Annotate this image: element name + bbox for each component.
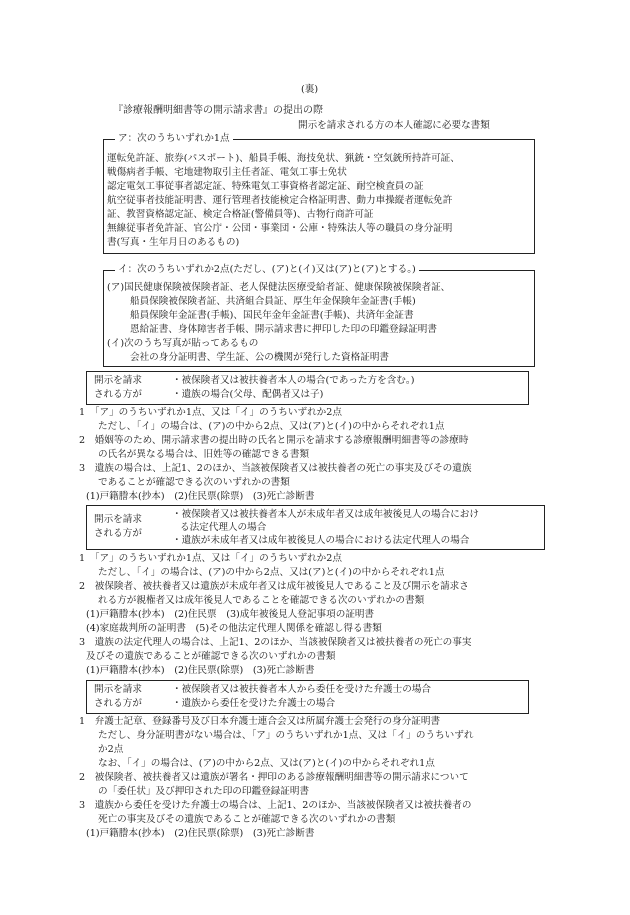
requester-case: ・遺族の場合(父母、配偶者又は子) [172,389,324,400]
requester-case: ・被保険者又は被扶養者本人が未成年者又は成年被後見人の場合におけ [172,509,479,520]
requester-case: ・被保険者又は被扶養者本人の場合(であった方を含む。) [172,375,415,386]
requirement-note: 及びその遺族であることが確認できる次のいずれかの書類 [86,651,336,662]
requirement-note: 1 弁護士記章、登録番号及び日本弁護士連合会又は所属弁護士会発行の身分証明書 [79,716,441,727]
requester-case: ・被保険者又は被扶養者本人から委任を受けた弁護士の場合 [172,684,432,695]
requirement-note: (1)戸籍謄本(抄本) (2)住民票 (3)成年被後見人登記事項の証明書 [86,609,375,620]
requirement-note: (1)戸籍謄本(抄本) (2)住民票(除票) (3)死亡診断書 [86,491,315,502]
requirement-note: 3 遺族の場合は、上記1、2のほか、当該被保険者又は被扶養者の死亡の事実及びその遺族 [79,463,472,474]
document-list-i-line: 会社の身分証明書、学生証、公の機関が発行した資格証明書 [130,352,390,363]
requester-label: される方が [94,698,142,709]
requirement-note: の氏名が異なる場合は、旧姓等の確認できる書類 [98,449,310,460]
document-list-a-line: 証、教習資格認定証、検定合格証(警備員等)、古物行商許可証 [107,209,374,220]
page-title: 『診療報酬明細書等の開示請求書』の提出の際 [113,105,323,116]
requirement-note: か2点 [98,744,124,755]
document-list-i-line: 船員保険被保険者証、共済組合員証、厚生年金保険年金証書(手帳) [130,296,416,307]
requirement-note: なお、「イ」の場合は、(ア)の中から2点、又は(ア)と(イ)の中からそれぞれ1点 [98,758,435,769]
document-list-a-line: 運転免許証、旅券(パスポート)、船員手帳、海技免状、猟銃・空気銃所持許可証、 [107,153,460,164]
requirement-note: 死亡の事実及びその遺族であることが確認できる次のいずれかの書類 [98,814,396,825]
requirement-note: の「委任状」及び押印された印の印鑑登録証明書 [98,786,310,797]
requirement-note: 2 被保険者、被扶養者又は遺族が未成年者又は成年被後見人であること及び開示を請求さ [79,581,469,592]
requirement-note: れる方が親権者又は成年後見人であることを確認できる次のいずれかの書類 [98,595,425,606]
page-side-label: (裏) [301,84,319,95]
requester-label: される方が [94,528,142,539]
requirement-note: (4)家庭裁判所の証明書 (5)その他法定代理人関係を確認し得る書類 [86,623,382,634]
requirement-note: 2 婚姻等のため、開示請求書の提出時の氏名と開示を請求する診療報酬明細書等の診療時 [79,435,469,446]
requirement-note: ただし、「イ」の場合は、(ア)の中から2点、又は(ア)と(イ)の中からそれぞれ1点 [98,421,445,432]
document-list-i-line: 恩給証書、身体障害者手帳、開示請求書に押印した印の印鑑登録証明書 [130,324,437,335]
requirement-note: であることが確認できる次のいずれかの書類 [98,477,290,488]
document-list-a-line: 書(写真・生年月日のあるもの) [107,237,240,248]
document-list-i-line: 船員保険年金証書(手帳)、国民年金年金証書(手帳)、共済年金証書 [130,310,414,321]
document-list-i-line: (ア)国民健康保険被保険者証、老人保健法医療受給者証、健康保険被保険者証、 [107,282,451,293]
document-list-a-line: 航空従事者技能証明書、運行管理者技能検定合格証明書、動力車操縦者運転免許 [107,195,453,206]
document-list-a-line: 戦傷病者手帳、宅地建物取引主任者証、電気工事士免状 [107,167,347,178]
requirement-note: 3 遺族の法定代理人の場合は、上記1、2のほか、当該被保険者又は被扶養者の死亡の事実 [79,637,472,648]
document-list-i-line: (イ)次のうち写真が貼ってあるもの [107,338,259,349]
requirement-note: 2 被保険者、被扶養者又は遺族が署名・押印のある診療報酬明細書等の開示請求について [79,772,469,783]
document-list-a-line: 認定電気工事従事者認定証、特殊電気工事資格者認定証、耐空検査員の証 [107,181,424,192]
document-list-i-legend: イ：次のうちいずれか2点(ただし、(ア)と(イ)又は(ア)と(ア)とする。) [115,263,419,276]
document-list-a-line: 無線従事者免許証、官公庁・公団・事業団・公庫・特殊法人等の職員の身分証明 [107,223,453,234]
page-subtitle: 開示を請求される方の本人確認に必要な書類 [298,120,490,131]
requester-case: る法定代理人の場合 [180,522,267,533]
requester-label: 開示を請求 [94,514,142,525]
requirement-note: ただし、「イ」の場合は、(ア)の中から2点、又は(ア)と(イ)の中からそれぞれ1点 [98,567,445,578]
requester-case: ・遺族が未成年者又は成年被後見人の場合における法定代理人の場合 [172,535,470,546]
requirement-note: 3 遺族から委任を受けた弁護士の場合は、上記1、2のほか、当該被保険者又は被扶養者の [79,800,472,811]
requester-label: される方が [94,389,142,400]
document-list-a-legend: ア：次のうちいずれか1点 [115,132,233,145]
requirement-note: (1)戸籍謄本(抄本) (2)住民票(除票) (3)死亡診断書 [86,665,315,676]
requirement-note: 1 「ア」のうちいずれか1点、又は「イ」のうちいずれか2点 [79,553,342,564]
requirement-note: ただし、身分証明書がない場合は、「ア」のうちいずれか1点、又は「イ」のうちいずれ [98,730,474,741]
requester-label: 開示を請求 [94,684,142,695]
requester-case: ・遺族から委任を受けた弁護士の場合 [172,698,336,709]
requester-label: 開示を請求 [94,375,142,386]
requirement-note: (1)戸籍謄本(抄本) (2)住民票(除票) (3)死亡診断書 [86,828,315,839]
requirement-note: 1 「ア」のうちいずれか1点、又は「イ」のうちいずれか2点 [79,407,342,418]
